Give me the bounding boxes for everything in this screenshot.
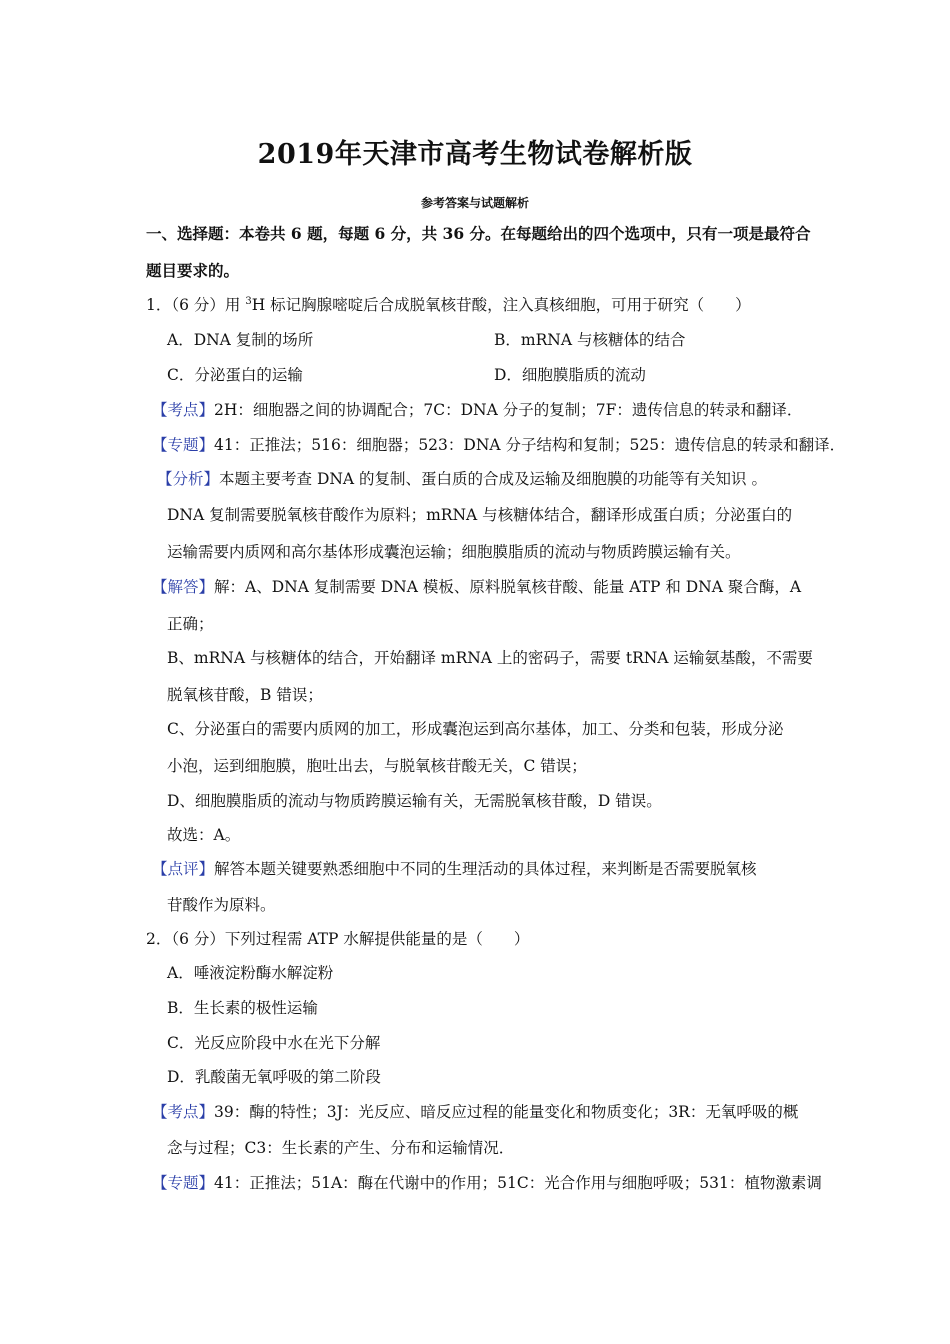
question-1-stem-post: H 标记胸腺嘧啶后合成脱氧核苷酸，注入真核细胞，可用于研究（ ）: [251, 296, 751, 314]
question-1-answer: 故选：A。: [167, 826, 241, 844]
page-subtitle: 参考答案与试题解析: [420, 196, 529, 210]
dianping-text-1: 解答本题关键要熟悉细胞中不同的生理活动的具体过程，来判断是否需要脱氧核: [214, 860, 757, 878]
page-title: 2019年天津市高考生物试卷解析版: [257, 139, 693, 170]
zhuanti-tag: 【专题】: [152, 436, 215, 454]
kaodian-text: 2H：细胞器之间的协调配合；7C：DNA 分子的复制；7F：遗传信息的转录和翻译．: [214, 401, 803, 419]
question-1-stem-pre: 1．（6 分）用: [146, 296, 246, 314]
question-2-kaodian-line-2: 念与过程；C3：生长素的产生、分布和运输情况．: [167, 1139, 515, 1157]
question-1-jieda-line-2: 正确；: [167, 615, 214, 633]
question-1-jieda-line-7: D、细胞膜脂质的流动与物质跨膜运输有关，无需脱氧核苷酸，D 错误。: [167, 792, 662, 810]
q2-zhuanti-tag: 【专题】: [152, 1174, 215, 1192]
question-1-jieda-line-4: 脱氧核苷酸，B 错误；: [167, 686, 323, 704]
section-heading-line-2: 题目要求的。: [146, 261, 240, 280]
question-1-stem: [146, 293, 751, 315]
question-1-jieda-line-5: C、分泌蛋白的需要内质网的加工，形成囊泡运到高尔基体，加工、分类和包装，形成分泌: [167, 720, 784, 738]
question-1-dianping: [152, 857, 757, 879]
question-2-option-a: A．唾液淀粉酶水解淀粉: [167, 964, 334, 982]
question-1-jieda-line-3: B、mRNA 与核糖体的结合，开始翻译 mRNA 上的密码子，需要 tRNA 运输氨基酸，不需要: [167, 649, 813, 667]
jieda-tag: 【解答】: [152, 578, 215, 596]
question-1-option-d: D．细胞膜脂质的流动: [494, 366, 646, 384]
dianping-tag: 【点评】: [152, 860, 215, 878]
kaodian-tag: 【考点】: [152, 401, 215, 419]
question-2-option-c: C．光反应阶段中水在光下分解: [167, 1034, 381, 1052]
question-1-kaodian: [152, 398, 802, 420]
fenxi-tag: 【分析】: [157, 470, 220, 488]
question-1-dianping-line-2: 苷酸作为原料。: [167, 896, 276, 914]
question-1-option-c: C．分泌蛋白的运输: [167, 366, 303, 384]
question-2-kaodian: [152, 1100, 798, 1122]
question-1-stem-superscript: 3: [245, 295, 252, 307]
question-1-fenxi: [157, 467, 767, 489]
q2-kaodian-text-1: 39：酶的特性；3J：光反应、暗反应过程的能量变化和物质变化；3R：无氧呼吸的概: [214, 1103, 799, 1121]
q2-zhuanti-text: 41：正推法；51A：酶在代谢中的作用；51C：光合作用与细胞呼吸；531：植物激素调: [214, 1174, 822, 1192]
fenxi-text-1: 本题主要考查 DNA 的复制、蛋白质的合成及运输及细胞膜的功能等有关知识 。: [219, 470, 767, 488]
question-2-option-d: D．乳酸菌无氧呼吸的第二阶段: [167, 1068, 381, 1086]
q2-kaodian-tag: 【考点】: [152, 1103, 215, 1121]
question-2-option-b: B．生长素的极性运输: [167, 999, 318, 1017]
jieda-text-1: 解：A、DNA 复制需要 DNA 模板、原料脱氧核苷酸、能量 ATP 和 DNA 聚合酶，A: [214, 578, 802, 596]
question-1-jieda: [152, 575, 801, 597]
question-1-fenxi-line-3: 运输需要内质网和高尔基体形成囊泡运输；细胞膜脂质的流动与物质跨膜运输有关。: [167, 543, 741, 561]
question-1-zhuanti: [152, 433, 845, 455]
question-1-option-a: A．DNA 复制的场所: [167, 331, 314, 349]
question-1-fenxi-line-2: DNA 复制需要脱氧核苷酸作为原料；mRNA 与核糖体结合，翻译形成蛋白质；分泌蛋白的: [167, 506, 793, 524]
question-1-jieda-line-6: 小泡，运到细胞膜，胞吐出去，与脱氧核苷酸无关，C 错误；: [167, 757, 587, 775]
question-2-zhuanti: [152, 1171, 822, 1193]
question-1-option-b: B．mRNA 与核糖体的结合: [494, 331, 686, 349]
question-2-stem: 2．（6 分）下列过程需 ATP 水解提供能量的是（ ）: [146, 930, 530, 948]
zhuanti-text: 41：正推法；516：细胞器；523：DNA 分子结构和复制；525：遗传信息的转录和翻译．: [214, 436, 846, 454]
section-heading-line-1: 一、选择题：本卷共 6 题，每题 6 分，共 36 分。在每题给出的四个选项中，只有一项是最符合: [146, 224, 811, 243]
